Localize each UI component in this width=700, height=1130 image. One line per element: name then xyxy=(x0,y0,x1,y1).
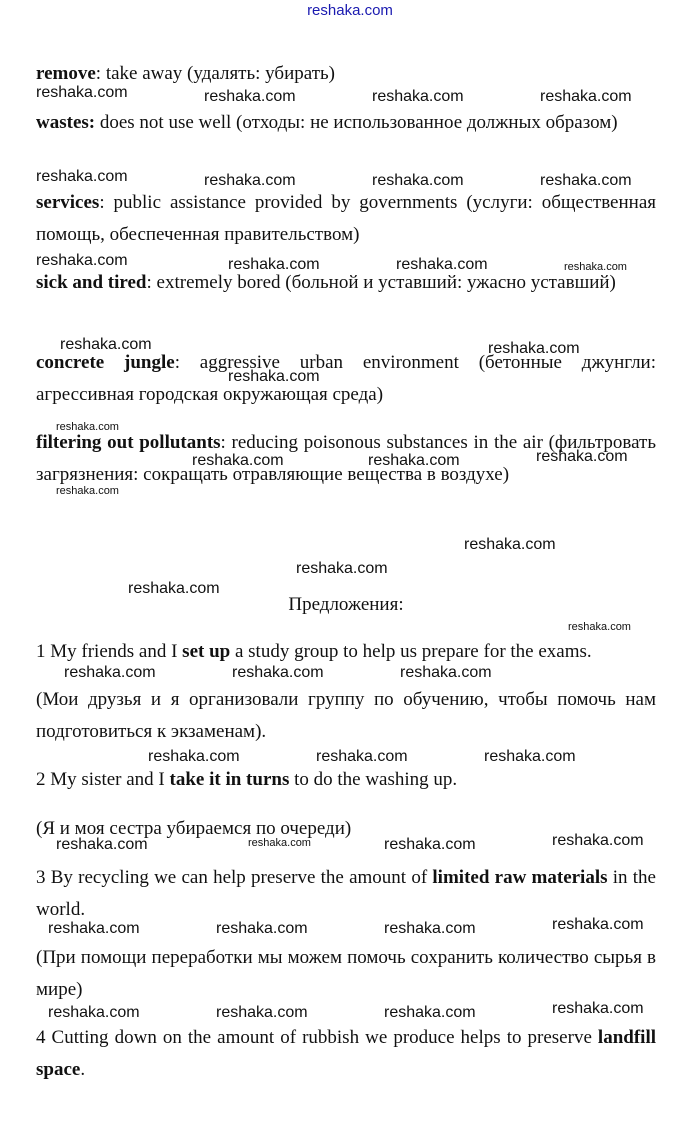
watermark: reshaka.com xyxy=(216,920,308,937)
watermark: reshaka.com xyxy=(536,448,628,465)
watermark: reshaka.com xyxy=(540,88,632,105)
watermark: reshaka.com xyxy=(396,256,488,273)
definition-term: concrete jungle xyxy=(36,352,175,373)
watermark: reshaka.com xyxy=(564,261,627,273)
watermark: reshaka.com xyxy=(552,832,644,849)
definition-wastes xyxy=(36,107,656,139)
definition-term: filtering out pollutants xyxy=(36,432,221,453)
definition-text: extremely bored (больной и уставший: ужасно уставший) xyxy=(151,272,616,293)
definition-remove: remove: take away (удалять: убирать) xyxy=(36,63,335,84)
definition-filtering-out-pollutants: filtering out pollutants: reducing poisonous substances in the air (фильтровать загрязнения: сокращать отравляющие вещества в воздухе) xyxy=(36,432,656,485)
definition-concrete-jungle: concrete jungle: aggressive urban environment (бетонные джунгли: агрессивная городская окружающая среда) xyxy=(36,352,657,405)
watermark: reshaka.com xyxy=(48,920,140,937)
definition-sick-and-tired: sick and tired: extremely bored (больной и уставший: ужасно уставший) xyxy=(36,272,616,293)
watermark: reshaka.com xyxy=(56,836,148,853)
watermark: reshaka.com xyxy=(204,88,296,105)
watermark: reshaka.com xyxy=(56,485,119,497)
definition-term: services xyxy=(36,192,100,213)
watermark: reshaka.com xyxy=(384,920,476,937)
watermark: reshaka.com xyxy=(384,836,476,853)
watermark: reshaka.com xyxy=(56,421,119,433)
watermark: reshaka.com xyxy=(192,452,284,469)
sentence-1: 1 My friends and I set up a study group to help us prepare for the exams. xyxy=(36,641,592,662)
definition-term: remove xyxy=(36,63,96,84)
watermark: reshaka.com xyxy=(540,172,632,189)
sentence-2: 2 My sister and I take it in turns to do the washing up. xyxy=(36,769,458,790)
definition-text: take away (удалять: убирать) xyxy=(101,63,335,84)
key-phrase: take it in turns xyxy=(169,769,290,790)
watermark: reshaka.com xyxy=(296,560,388,577)
watermark: reshaka.com xyxy=(368,452,460,469)
definition-text: reducing poisonous substances in the air (фильтровать загрязнения: сокращать отравляющие вещества в воздухе) xyxy=(36,432,656,485)
watermark: reshaka.com xyxy=(372,88,464,105)
definition-services: services: public assistance provided by governments (услуги: общественная помощь, обеспеченная правительством) xyxy=(36,192,656,245)
watermark: reshaka.com xyxy=(60,336,152,353)
sentence-2-translation: (Я и моя сестра убираемся по очереди) xyxy=(36,818,352,839)
watermark: reshaka.com xyxy=(248,837,311,849)
watermark: reshaka.com xyxy=(228,368,320,385)
watermark: reshaka.com xyxy=(204,172,296,189)
watermark: reshaka.com xyxy=(228,256,320,273)
definition-term: wastes: xyxy=(36,112,96,133)
definition-text: public assistance provided by governments (услуги: общественная помощь, обеспеченная правительством) xyxy=(36,192,656,245)
watermark: reshaka.com xyxy=(128,580,220,597)
definition-term: sick and tired xyxy=(36,272,147,293)
watermark: reshaka.com xyxy=(64,664,156,681)
sentence-4: 4 Cutting down on the amount of rubbish we produce helps to preserve landfill space. xyxy=(36,1027,656,1080)
watermark: reshaka.com xyxy=(400,664,492,681)
watermark: reshaka.com xyxy=(384,1004,476,1021)
watermark: reshaka.com xyxy=(216,1004,308,1021)
definition-text: does not use well (отходы: не использованное должных образом) xyxy=(95,112,618,133)
watermark: reshaka.com xyxy=(316,748,408,765)
definition-text: aggressive urban environment (бетонные джунгли: агрессивная городская окружающая среда) xyxy=(36,352,657,405)
watermark: reshaka.com xyxy=(48,1004,140,1021)
watermark: reshaka.com xyxy=(464,536,556,553)
watermark: reshaka.com xyxy=(372,172,464,189)
watermark: reshaka.com xyxy=(36,252,128,269)
key-phrase: landfill space xyxy=(36,1027,656,1080)
sentence-3: 3 By recycling we can help preserve the amount of limited raw materials in the world. xyxy=(36,867,656,920)
watermark: reshaka.com xyxy=(484,748,576,765)
watermark: reshaka.com xyxy=(488,340,580,357)
watermark: reshaka.com xyxy=(552,916,644,933)
sentences-heading: Предложения: xyxy=(288,594,404,615)
watermark: reshaka.com xyxy=(36,84,128,101)
site-header: reshaka.com xyxy=(307,2,393,19)
key-phrase: set up xyxy=(182,641,231,662)
watermark: reshaka.com xyxy=(148,748,240,765)
watermark: reshaka.com xyxy=(568,621,631,633)
watermark: reshaka.com xyxy=(232,664,324,681)
sentence-1-translation: (Мои друзья и я организовали группу по обучению, чтобы помочь нам подготовиться к экзаменам). xyxy=(36,689,656,742)
key-phrase: limited raw materials xyxy=(432,867,608,888)
sentence-3-translation: (При помощи переработки мы можем помочь сохранить количество сырья в мире) xyxy=(36,947,656,1000)
watermark: reshaka.com xyxy=(552,1000,644,1017)
watermark: reshaka.com xyxy=(36,168,128,185)
